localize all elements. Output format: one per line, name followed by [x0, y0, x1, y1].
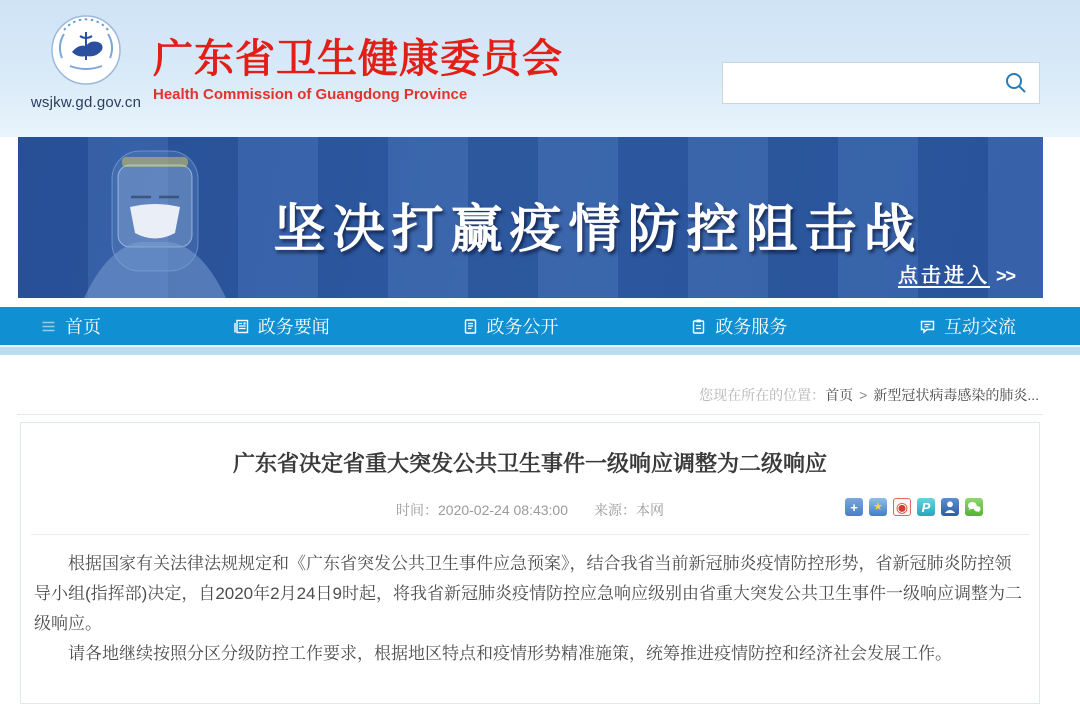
meta-source-value: 本网 [636, 502, 664, 518]
article-body [21, 535, 1039, 669]
qzone-star-icon[interactable]: ★ [869, 498, 887, 516]
campaign-banner[interactable] [18, 137, 1043, 298]
site-title-en: Health Commission of Guangdong Province [153, 86, 468, 103]
article-paragraph: 请各地继续按照分区分级防控工作要求，根据地区特点和疫情形势精准施策，统筹推进疫情防控和经济社会发展工作。 [68, 644, 952, 663]
document-icon [462, 318, 479, 335]
nav-item-news[interactable] [233, 313, 330, 339]
medical-worker-photo [70, 137, 240, 298]
meta-time-label: 时间： [396, 502, 438, 518]
nav-item-label: 首页 [65, 317, 101, 337]
newspaper-icon [233, 318, 250, 335]
clipboard-icon [690, 318, 707, 335]
nav-item-label: 政务要闻 [257, 317, 330, 337]
renren-icon[interactable] [941, 498, 959, 516]
nav-item-services[interactable] [690, 313, 787, 339]
breadcrumb-separator: > [859, 387, 868, 403]
site-url: wsjkw.gd.gov.cn [30, 94, 142, 111]
breadcrumb [17, 355, 1043, 415]
wechat-icon[interactable] [965, 498, 983, 516]
site-header [0, 0, 1080, 137]
nav-item-home[interactable] [40, 313, 101, 339]
search-input[interactable] [723, 63, 993, 103]
banner-enter-text: 点击进入 [897, 265, 990, 287]
meta-source-label: 来源： [594, 502, 636, 518]
nav-sub-strip [0, 345, 1080, 355]
logo-block [26, 14, 146, 111]
sina-weibo-icon[interactable]: ◉ [893, 498, 911, 516]
content-area [17, 355, 1043, 707]
banner-enter-link[interactable] [898, 259, 1015, 288]
menu-lines-icon [40, 318, 57, 335]
health-commission-emblem-icon [50, 14, 122, 86]
article-title: 广东省决定省重大突发公共卫生事件一级响应调整为二级响应 [232, 451, 827, 476]
breadcrumb-home-link[interactable]: 首页 [825, 387, 854, 403]
banner-enter-arrows: >> [995, 266, 1015, 286]
nav-item-interaction[interactable] [919, 313, 1016, 339]
main-nav [0, 307, 1080, 345]
meta-time-value: 2020-02-24 08:43:00 [438, 502, 568, 518]
search-button[interactable] [993, 63, 1039, 103]
search-box [722, 62, 1040, 104]
nav-item-label: 政务服务 [715, 317, 788, 337]
breadcrumb-current: 新型冠状病毒感染的肺炎... [873, 387, 1039, 403]
banner-headline: 坚决打赢疫情防控阻击战 [273, 201, 923, 259]
nav-item-label: 政务公开 [486, 317, 559, 337]
article-paragraph: 根据国家有关法律法规规定和《广东省突发公共卫生事件应急预案》，结合我省当前新冠肺炎疫情防控形势，省新冠肺炎防控领导小组(指挥部)决定，自2020年2月24日9时起，将我省新冠肺炎疫情防控应急响应级别由省重大突发公共卫生事件一级响应调整为二级响应。 [34, 554, 1022, 633]
share-plus-icon[interactable]: + [845, 498, 863, 516]
title-block [153, 36, 563, 103]
site-title-cn: 广东省卫生健康委员会 [153, 37, 563, 81]
search-icon [1003, 70, 1029, 96]
article-meta-row [21, 500, 1039, 522]
article-box [20, 422, 1040, 704]
breadcrumb-label: 您现在所在的位置： [699, 387, 826, 403]
nav-item-label: 互动交流 [944, 317, 1016, 337]
tencent-weibo-icon[interactable]: P [917, 498, 935, 516]
nav-item-disclosure[interactable] [462, 313, 559, 339]
chat-bubble-icon [919, 318, 936, 335]
share-bar [845, 498, 983, 516]
